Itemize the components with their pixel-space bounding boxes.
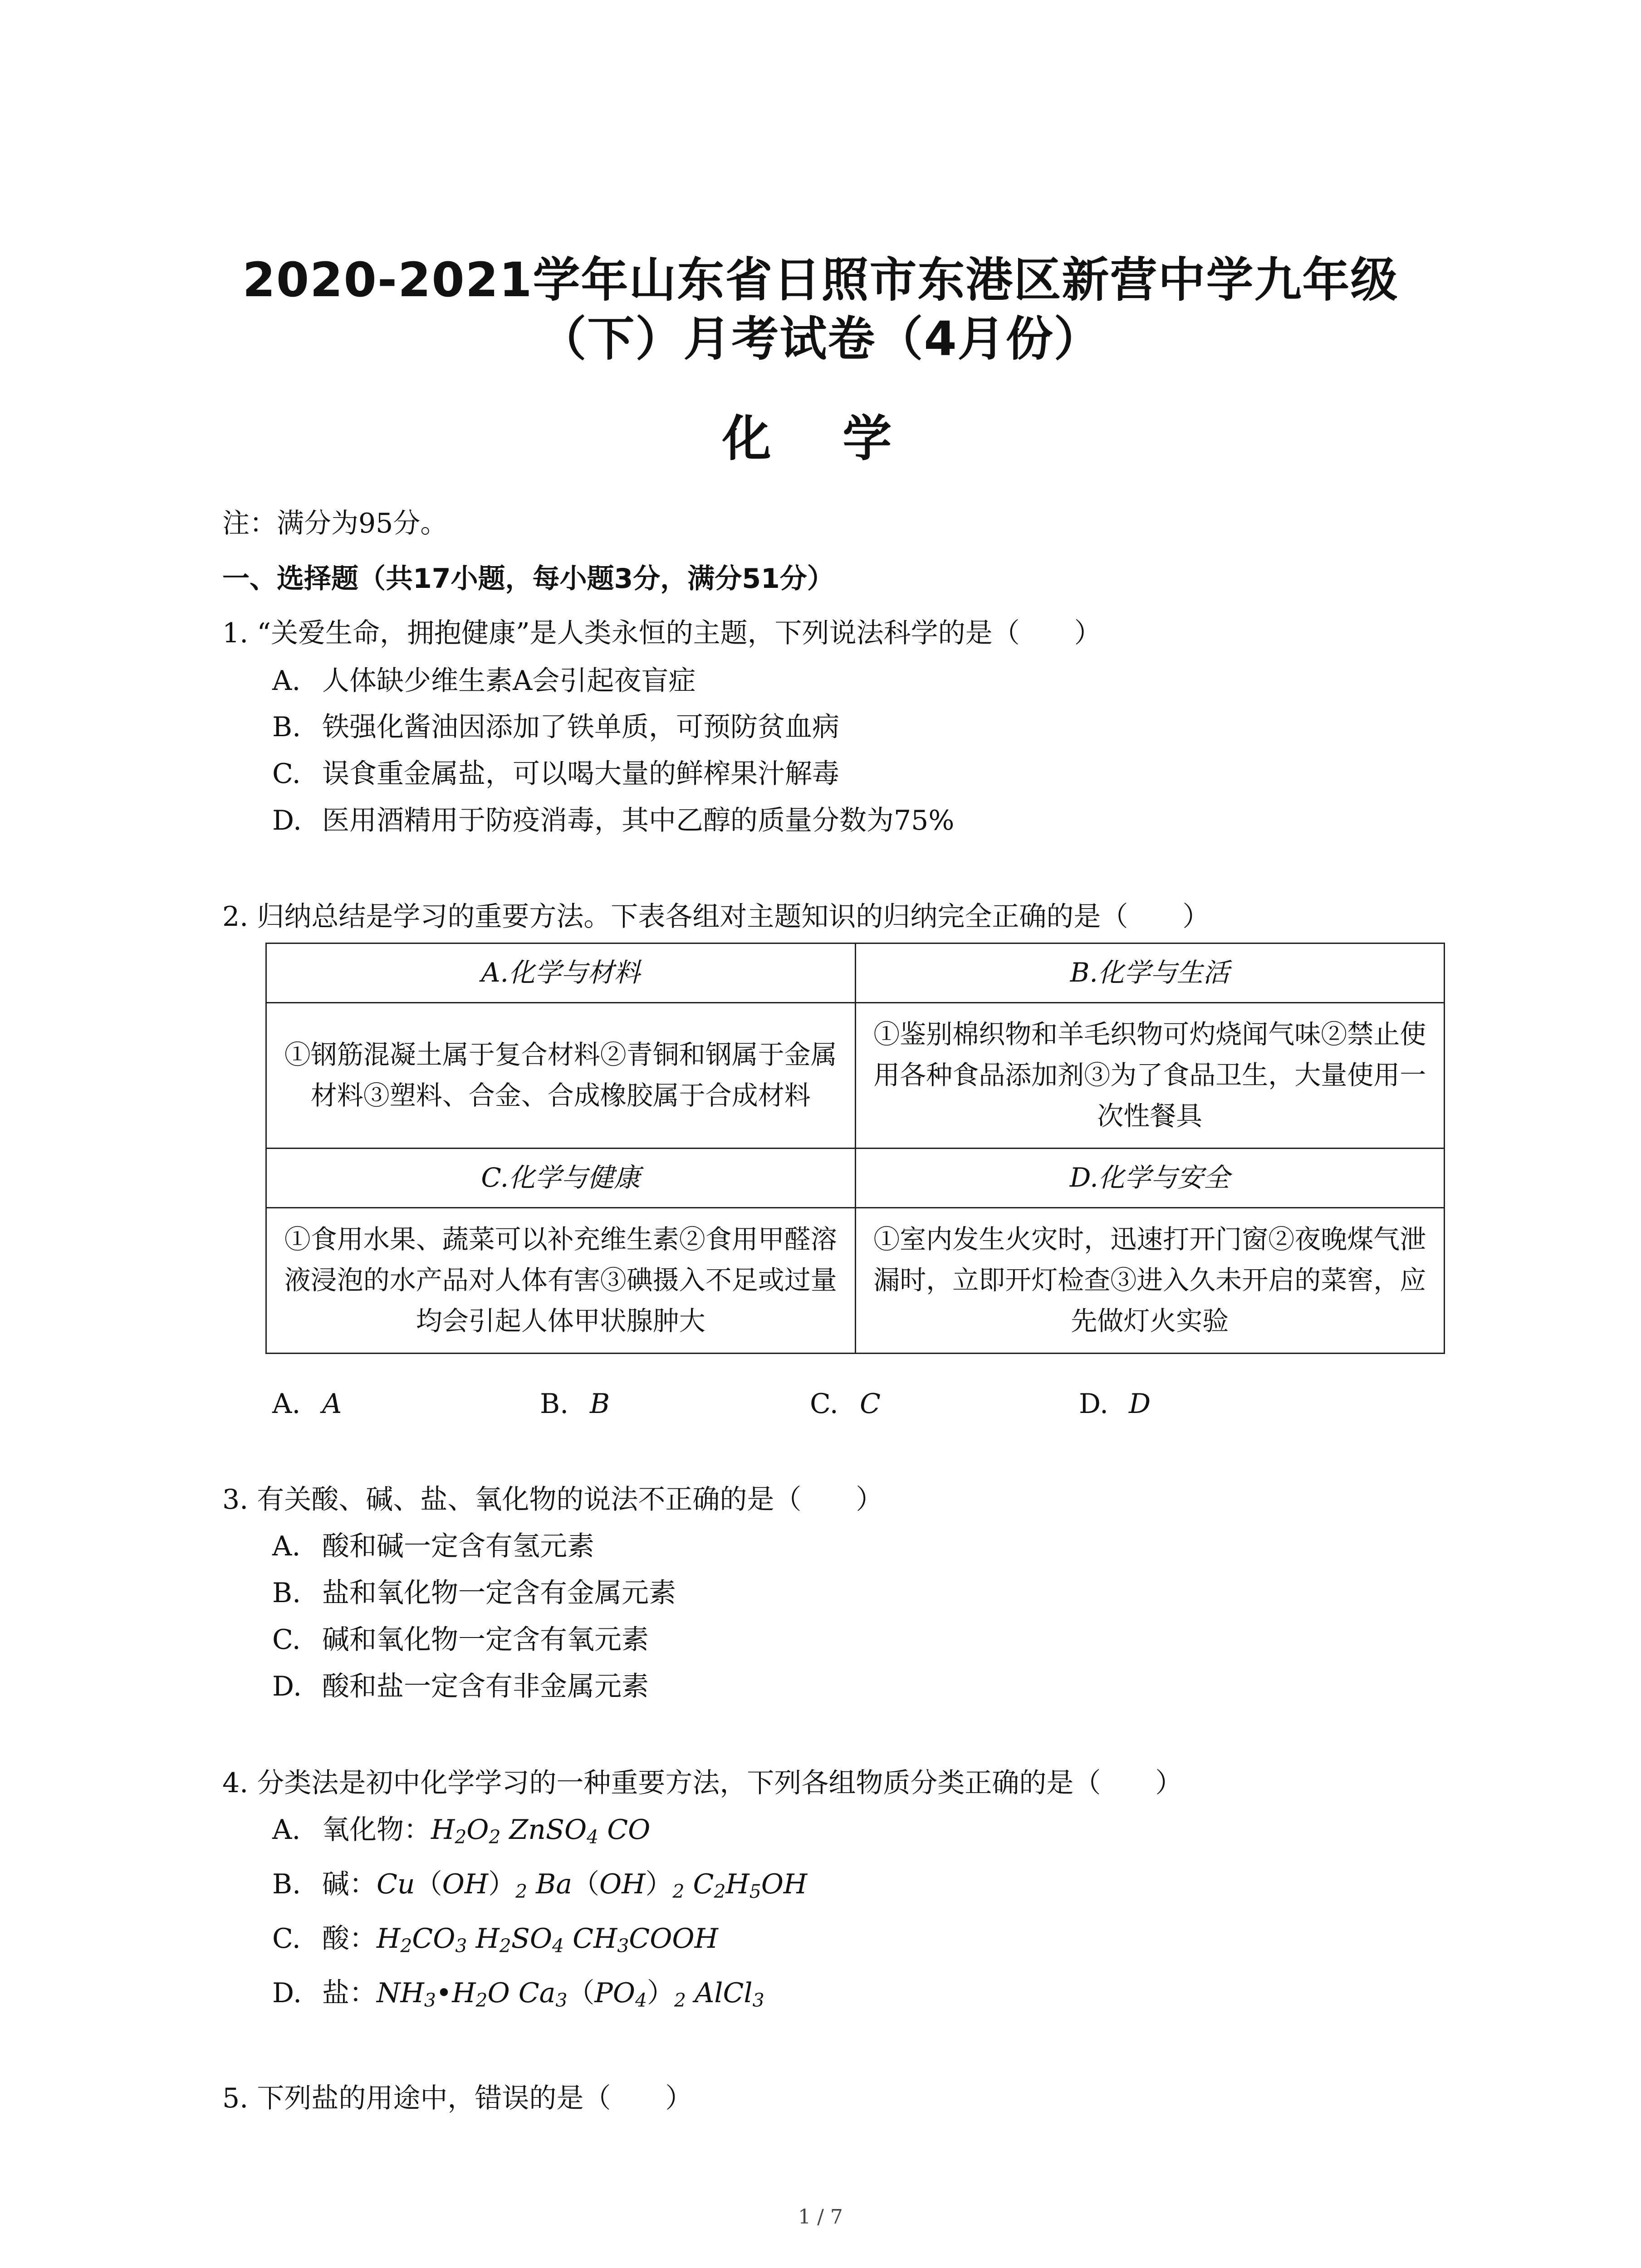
page-number: 1 / 7 (798, 2205, 843, 2229)
table-header-b: B.化学与生活 (855, 943, 1445, 1003)
question-1-option-a (272, 665, 696, 697)
question-4-option-b: B. 碱：$Cu(OH)_2$ $Ba(OH)_2$ $C_2H_5OH$ (272, 1868, 808, 1903)
table-cell-a: ①钢筋混凝土属于复合材料②青铜和钢属于金属材料③塑料、合金、合成橡胶属于合成材料 (266, 1003, 856, 1149)
page-title-line1: 2020-2021学年山东省日照市东港区新营中学九年级 (242, 252, 1399, 308)
question-3-option-b: B. 盐和氧化物一定含有金属元素 (272, 1577, 676, 1609)
table-cell-b: ①鉴别棉织物和羊毛织物可灼烧闻气味②禁止使用各种食品添加剂③为了食品卫生，大量使用一次性餐具 (855, 1003, 1445, 1149)
question-3-option-a: A. 酸和碱一定含有氢元素 (272, 1530, 594, 1562)
table-header-c: C.化学与健康 (266, 1149, 856, 1208)
question-5-stem: 5. 下列盐的用途中，错误的是（ ） (222, 2082, 693, 2114)
option-text: 铁强化酱油因添加了铁单质，可预防贫血病 (322, 711, 839, 743)
question-2-answer-a: A. A (272, 1388, 342, 1420)
question-1-option-d (272, 804, 954, 837)
question-1-option-b (272, 711, 839, 743)
knowledge-table (265, 943, 1445, 1354)
question-1-stem: 1. “关爱生命，拥抱健康”是人类永恒的主题，下列说法科学的是（ ） (222, 617, 1102, 649)
question-2-stem: 2. 归纳总结是学习的重要方法。下表各组对主题知识的归纳完全正确的是（ ） (222, 901, 1210, 933)
formula: $Cu(OH)_2$ $Ba(OH)_2$ $C_2H_5OH$ (377, 1868, 808, 1903)
option-key: A. (272, 665, 301, 697)
formula: $H_2O_2$ ZnSO$_4$ CO (431, 1814, 651, 1848)
option-text: 人体缺少维生素A会引起夜盲症 (322, 665, 696, 697)
option-key: B. (272, 711, 301, 743)
formula: $H_2CO_3$ $H_2SO_4$ $CH_3COOH$ (377, 1923, 718, 1957)
table-header-a: A.化学与材料 (266, 943, 856, 1003)
page-title-line2: （下）月考试卷（4月份） (539, 311, 1102, 367)
question-1-option-c (272, 758, 839, 790)
option-text: 误食重金属盐，可以喝大量的鲜榨果汁解毒 (322, 758, 839, 790)
option-key: C. (272, 758, 301, 790)
question-3-stem: 3. 有关酸、碱、盐、氧化物的说法不正确的是（ ） (222, 1484, 883, 1515)
question-4-stem: 4. 分类法是初中化学学习的一种重要方法，下列各组物质分类正确的是（ ） (222, 1767, 1183, 1799)
question-4-option-a: A. 氧化物：$H_2O_2$ ZnSO$_4$ CO (272, 1814, 651, 1848)
question-2-answer-c: C. C (810, 1388, 881, 1420)
question-3-option-d: D. 酸和盐一定含有非金属元素 (272, 1671, 649, 1702)
question-3-option-c: C. 碱和氧化物一定含有氧元素 (272, 1624, 649, 1656)
table-header-d: D.化学与安全 (855, 1149, 1445, 1208)
option-key: D. (272, 805, 302, 836)
table-cell-c: ①食用水果、蔬菜可以补充维生素②食用甲醛溶液浸泡的水产品对人体有害③碘摄入不足或过量均会引起人体甲状腺肿大 (266, 1208, 856, 1354)
table-cell-d: ①室内发生火灾时，迅速打开门窗②夜晚煤气泄漏时，立即开灯检查③进入久未开启的菜窖，应先做灯火实验 (855, 1208, 1445, 1354)
section-heading: 一、选择题（共17小题，每小题3分，满分51分） (222, 563, 834, 595)
formula: $NH_3•H_2O$ $Ca_3(PO_4)_2$ AlCl$_3$ (377, 1977, 764, 2012)
option-text: 医用酒精用于防疫消毒，其中乙醇的质量分数为75% (322, 805, 955, 836)
subject-title: 化 学 (722, 411, 919, 467)
score-note: 注：满分为95分。 (222, 508, 448, 539)
question-4-option-c: C. 酸：$H_2CO_3$ $H_2SO_4$ $CH_3COOH$ (272, 1923, 718, 1957)
question-4-option-d: D. 盐：$NH_3•H_2O$ $Ca_3(PO_4)_2$ AlCl$_3$ (272, 1977, 764, 2012)
question-2-answer-d: D. D (1079, 1388, 1151, 1420)
question-2-answer-b: B. B (540, 1388, 610, 1420)
